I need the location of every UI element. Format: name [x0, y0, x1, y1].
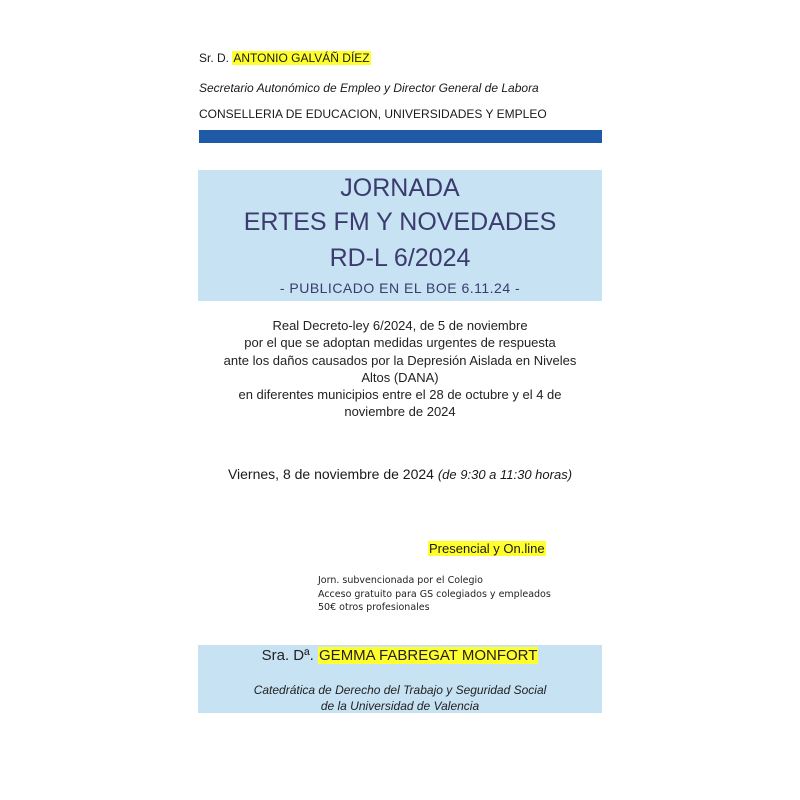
title-line2: ERTES FM Y NOVEDADES	[243, 208, 557, 236]
divider-bar	[199, 130, 602, 143]
decree-line: ante los daños causados por la Depresión Aislada en Niveles	[223, 352, 577, 368]
event-date: Viernes, 8 de noviembre de 2024	[227, 466, 434, 482]
speaker1-department: CONSELLERIA DE EDUCACION, UNIVERSIDADES Y EMPLEO	[199, 107, 547, 121]
speaker1-line	[199, 51, 371, 65]
decree-line: Real Decreto-ley 6/2024, de 5 de noviembre	[272, 318, 528, 333]
speaker2-name: GEMMA FABREGAT MONFORT	[319, 647, 538, 664]
fees-list	[318, 574, 551, 615]
event-mode: Presencial y On.line	[429, 541, 545, 556]
decree-line: por el que se adoptan medidas urgentes de respuesta	[244, 335, 556, 351]
speaker1-name: ANTONIO GALVÁÑ DÍEZ	[233, 51, 370, 65]
fee-line: 50€ otros profesionales	[318, 602, 430, 613]
speaker1-role: Secretario Autonómico de Empleo y Director General de Labora	[199, 81, 539, 95]
speaker1-prefix: Sr. D.	[199, 51, 230, 65]
title-line3: RD-L 6/2024	[329, 244, 471, 272]
decree-line: noviembre de 2024	[344, 404, 456, 420]
speaker2-role-line2: de la Universidad de Valencia	[320, 698, 480, 713]
title-line1: JORNADA	[340, 174, 460, 202]
title-line4: - PUBLICADO EN EL BOE 6.11.24 -	[279, 280, 521, 296]
title-box	[198, 170, 602, 301]
speaker2-line	[198, 647, 602, 664]
decree-description	[200, 317, 600, 421]
decree-line: Altos (DANA)	[361, 369, 439, 385]
decree-line: en diferentes municipios entre el 28 de octubre y el 4 de	[238, 387, 562, 403]
event-hours: (de 9:30 a 11:30 horas)	[437, 467, 573, 482]
speaker2-box	[198, 645, 602, 713]
fee-line: Acceso gratuito para GS colegiados y empleados	[318, 588, 551, 600]
fee-line: Jorn. subvencionada por el Colegio	[318, 575, 483, 586]
speaker2-prefix: Sra. Dª.	[261, 647, 314, 664]
speaker2-role	[198, 683, 602, 714]
speaker2-role-line1: Catedrática de Derecho del Trabajo y Seguridad Social	[253, 683, 547, 697]
event-date-line	[200, 466, 600, 482]
